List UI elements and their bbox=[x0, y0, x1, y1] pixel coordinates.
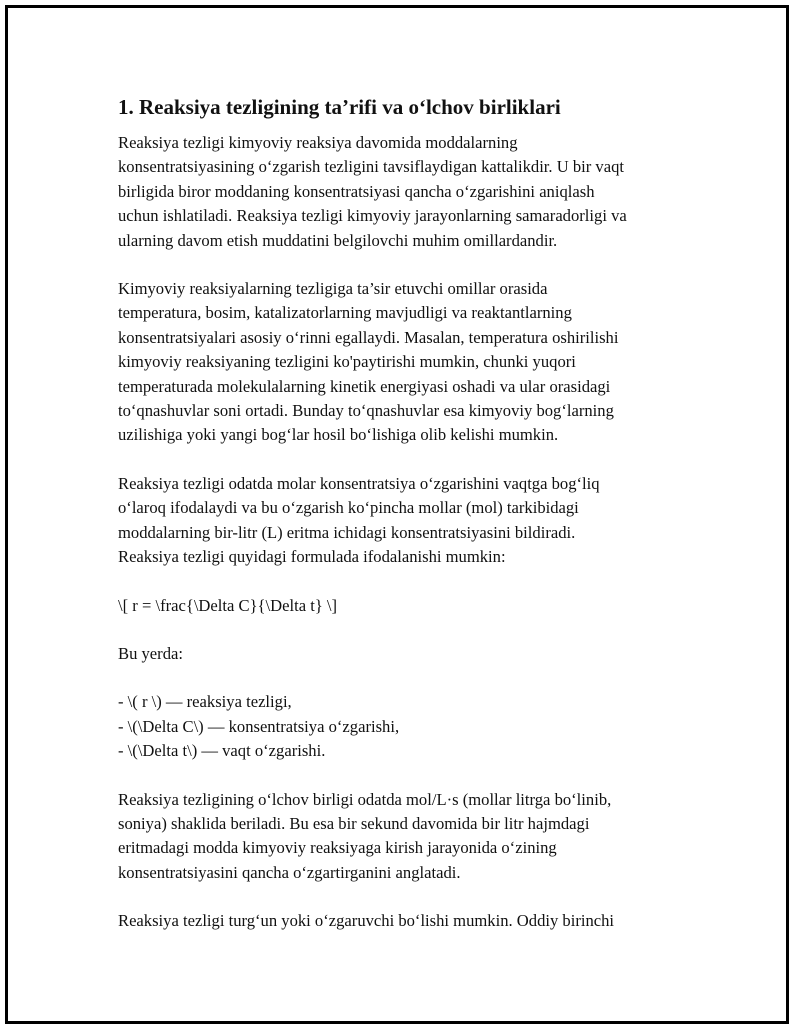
text-line: Reaksiya tezligi odatda molar konsentratsiya o‘zgarishini vaqtga bog‘liq bbox=[118, 473, 600, 493]
text-line: Reaksiya tezligi quyidagi formulada ifodalanishi mumkin: bbox=[118, 547, 506, 567]
paragraph-units bbox=[118, 788, 718, 886]
where-label: Bu yerda: bbox=[118, 643, 183, 663]
definition-list bbox=[118, 690, 718, 763]
paragraph-variable-rate bbox=[118, 909, 718, 933]
text-line: to‘qnashuvlar soni ortadi. Bunday to‘qnashuvlar esa kimyoviy bog‘larning bbox=[118, 401, 614, 421]
text-line: konsentratsiyasining o‘zgarish tezligini tavsiflaydigan kattalikdir. U bir vaqt bbox=[118, 157, 624, 177]
list-item: - \(\Delta C\) — konsentratsiya o‘zgarishi, bbox=[118, 716, 400, 736]
text-line: kimyoviy reaksiyaning tezligini ko'paytirishi mumkin, chunki yuqori bbox=[118, 352, 576, 372]
text-line: konsentratsiyasini qancha o‘zgartirganini anglatadi. bbox=[118, 862, 461, 882]
list-item: - \( r \) — reaksiya tezligi, bbox=[118, 692, 292, 712]
text-line: Reaksiya tezligining o‘lchov birligi odatda mol/L·s (mollar litrga bo‘linib, bbox=[118, 789, 612, 809]
section-heading: 1. Reaksiya tezligining ta’rifi va o‘lchov birliklari bbox=[118, 95, 561, 119]
formula: \[ r = \frac{\Delta C}{\Delta t} \] bbox=[118, 595, 338, 615]
text-line: uchun ishlatiladi. Reaksiya tezligi kimyoviy jarayonlarning samaradorligi va bbox=[118, 206, 627, 226]
text-line: soniya) shaklida beriladi. Bu esa bir sekund davomida bir litr hajmdagi bbox=[118, 813, 590, 833]
text-line: moddalarning bir-litr (L) eritma ichidagi konsentratsiyasini bildiradi. bbox=[118, 522, 576, 542]
text-line: Kimyoviy reaksiyalarning tezligiga ta’sir etuvchi omillar orasida bbox=[118, 279, 548, 299]
paragraph-concentration bbox=[118, 472, 718, 570]
text-line: temperaturada molekulalarning kinetik energiyasi oshadi va ular orasidagi bbox=[118, 376, 611, 396]
text-line: Reaksiya tezligi turg‘un yoki o‘zgaruvchi bo‘lishi mumkin. Oddiy birinchi bbox=[118, 911, 615, 931]
text-line: uzilishiga yoki yangi bog‘lar hosil bo‘lishiga olib kelishi mumkin. bbox=[118, 425, 559, 445]
text-line: ularning davom etish muddatini belgilovchi muhim omillardandir. bbox=[118, 230, 558, 250]
text-line: Reaksiya tezligi kimyoviy reaksiya davomida moddalarning bbox=[118, 133, 518, 152]
paragraph-definition bbox=[118, 131, 718, 253]
text-line: o‘laroq ifodalaydi va bu o‘zgarish ko‘pincha mollar (mol) tarkibidagi bbox=[118, 498, 579, 518]
paragraph-factors bbox=[118, 277, 718, 448]
text-line: temperatura, bosim, katalizatorlarning mavjudligi va reaktantlarning bbox=[118, 303, 572, 323]
text-line: konsentratsiyalari asosiy o‘rinni egallaydi. Masalan, temperatura oshirilishi bbox=[118, 327, 619, 347]
document-content bbox=[118, 94, 718, 934]
text-line: eritmadagi modda kimyoviy reaksiyaga kirish jarayonida o‘zining bbox=[118, 838, 557, 858]
text-line: birligida biror moddaning konsentratsiyasi qancha o‘zgarishini aniqlash bbox=[118, 181, 595, 201]
list-item: - \(\Delta t\) — vaqt o‘zgarishi. bbox=[118, 741, 326, 761]
